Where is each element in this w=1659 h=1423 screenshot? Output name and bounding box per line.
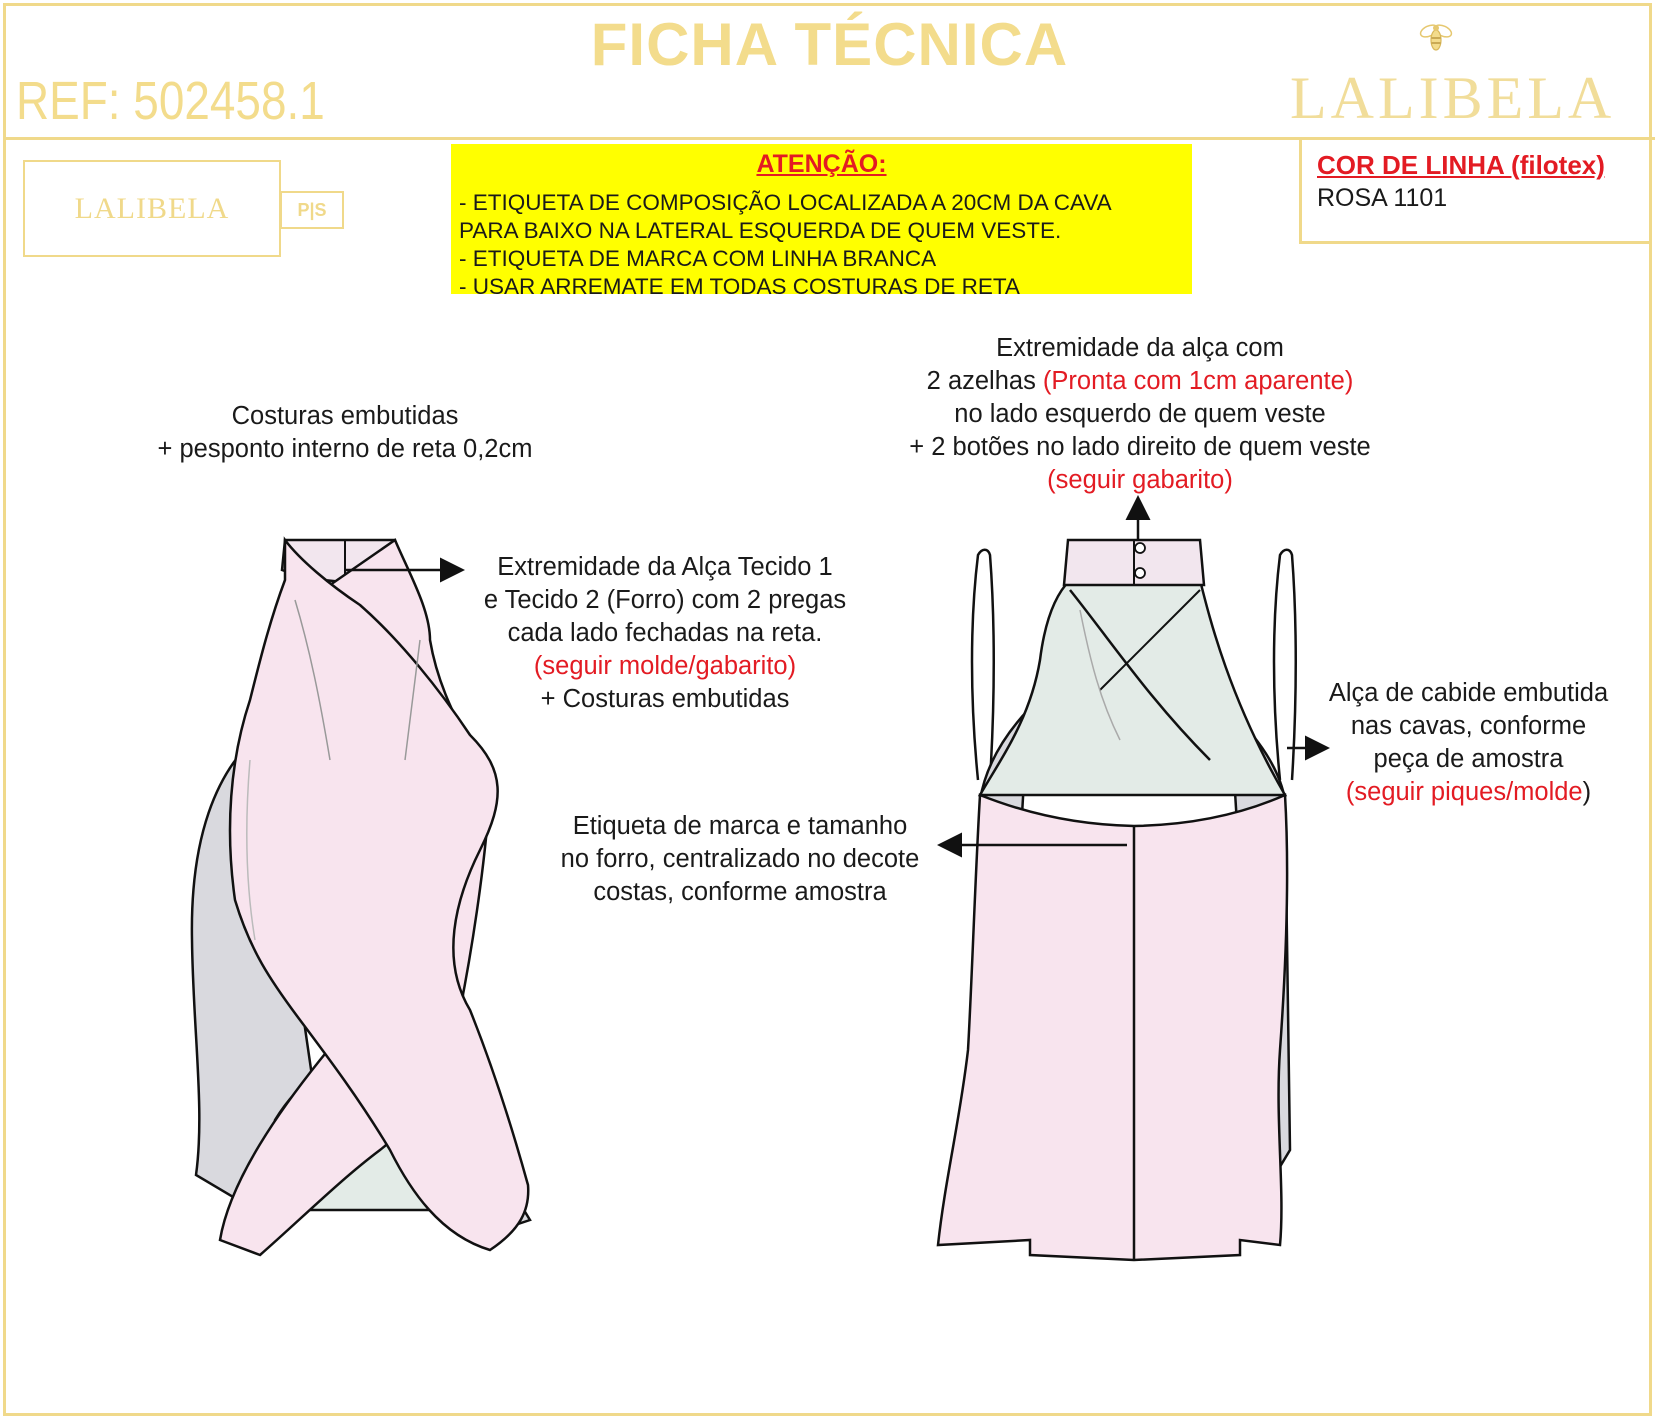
attention-line: - ETIQUETA DE MARCA COM LINHA BRANCA xyxy=(459,246,937,271)
note-line: cada lado fechadas na reta. xyxy=(507,619,823,647)
label-brand-text: LALIBELA xyxy=(74,191,230,225)
back-view-sketch xyxy=(938,500,1325,1260)
note-line-red: (seguir molde/gabarito) xyxy=(533,652,797,680)
back-main-panel xyxy=(938,795,1287,1260)
brand-logo: LALIBELA xyxy=(1290,65,1616,131)
note-text: 2 azelhas xyxy=(926,367,1043,395)
note-line-red: (seguir gabarito) xyxy=(1047,466,1233,494)
note-line: Extremidade da alça com xyxy=(996,334,1284,362)
note-line: + Costuras embutidas xyxy=(540,685,790,713)
note-text-red: (Pronta com 1cm aparente) xyxy=(1042,367,1354,395)
note-hanger-strap xyxy=(1296,677,1641,809)
note-strap-end xyxy=(455,551,875,716)
thread-color-title: COR DE LINHA (filotex) xyxy=(1317,150,1605,180)
attention-line: - ETIQUETA DE COMPOSIÇÃO LOCALIZADA A 20CM DA CAVA xyxy=(459,190,1112,215)
note-line: peça de amostra xyxy=(1373,745,1564,773)
note-line: Extremidade da Alça Tecido 1 xyxy=(497,553,833,581)
thread-color-value: ROSA 1101 xyxy=(1317,184,1448,212)
note-line-mixed xyxy=(880,365,1400,398)
note-line: Alça de cabide embutida xyxy=(1328,679,1609,707)
note-text-red: (seguir piques/molde xyxy=(1345,778,1583,806)
hanger-loop-right xyxy=(1274,550,1296,780)
note-back-strap xyxy=(880,332,1400,497)
hanger-loop-left xyxy=(972,550,994,780)
note-front-seams xyxy=(120,400,570,466)
note-line: Etiqueta de marca e tamanho xyxy=(572,812,908,840)
note-line: nas cavas, conforme xyxy=(1350,712,1587,740)
note-line: costas, conforme amostra xyxy=(593,878,887,906)
button-icon xyxy=(1135,543,1145,553)
note-line: e Tecido 2 (Forro) com 2 pregas xyxy=(483,586,847,614)
note-line: Costuras embutidas xyxy=(231,402,459,430)
note-line: + pesponto interno de reta 0,2cm xyxy=(157,435,533,463)
note-text: ) xyxy=(1582,778,1592,806)
note-label-position xyxy=(530,810,950,909)
note-line-mixed xyxy=(1296,776,1641,809)
note-line: + 2 botões no lado direito de quem veste xyxy=(909,433,1371,461)
note-line: no forro, centralizado no decote xyxy=(560,845,920,873)
sheet-title: FICHA TÉCNICA xyxy=(590,11,1069,78)
size-text: P|S xyxy=(297,199,327,220)
attention-line: - USAR ARREMATE EM TODAS COSTURAS DE RETA xyxy=(459,274,1020,299)
note-line: no lado esquerdo de quem veste xyxy=(954,400,1326,428)
attention-title: ATENÇÃO: xyxy=(756,150,887,178)
attention-line: PARA BAIXO NA LATERAL ESQUERDA DE QUEM VESTE. xyxy=(459,218,1062,243)
button-icon xyxy=(1135,568,1145,578)
back-lining xyxy=(980,580,1285,795)
reference-code: REF: 502458.1 xyxy=(16,71,325,131)
